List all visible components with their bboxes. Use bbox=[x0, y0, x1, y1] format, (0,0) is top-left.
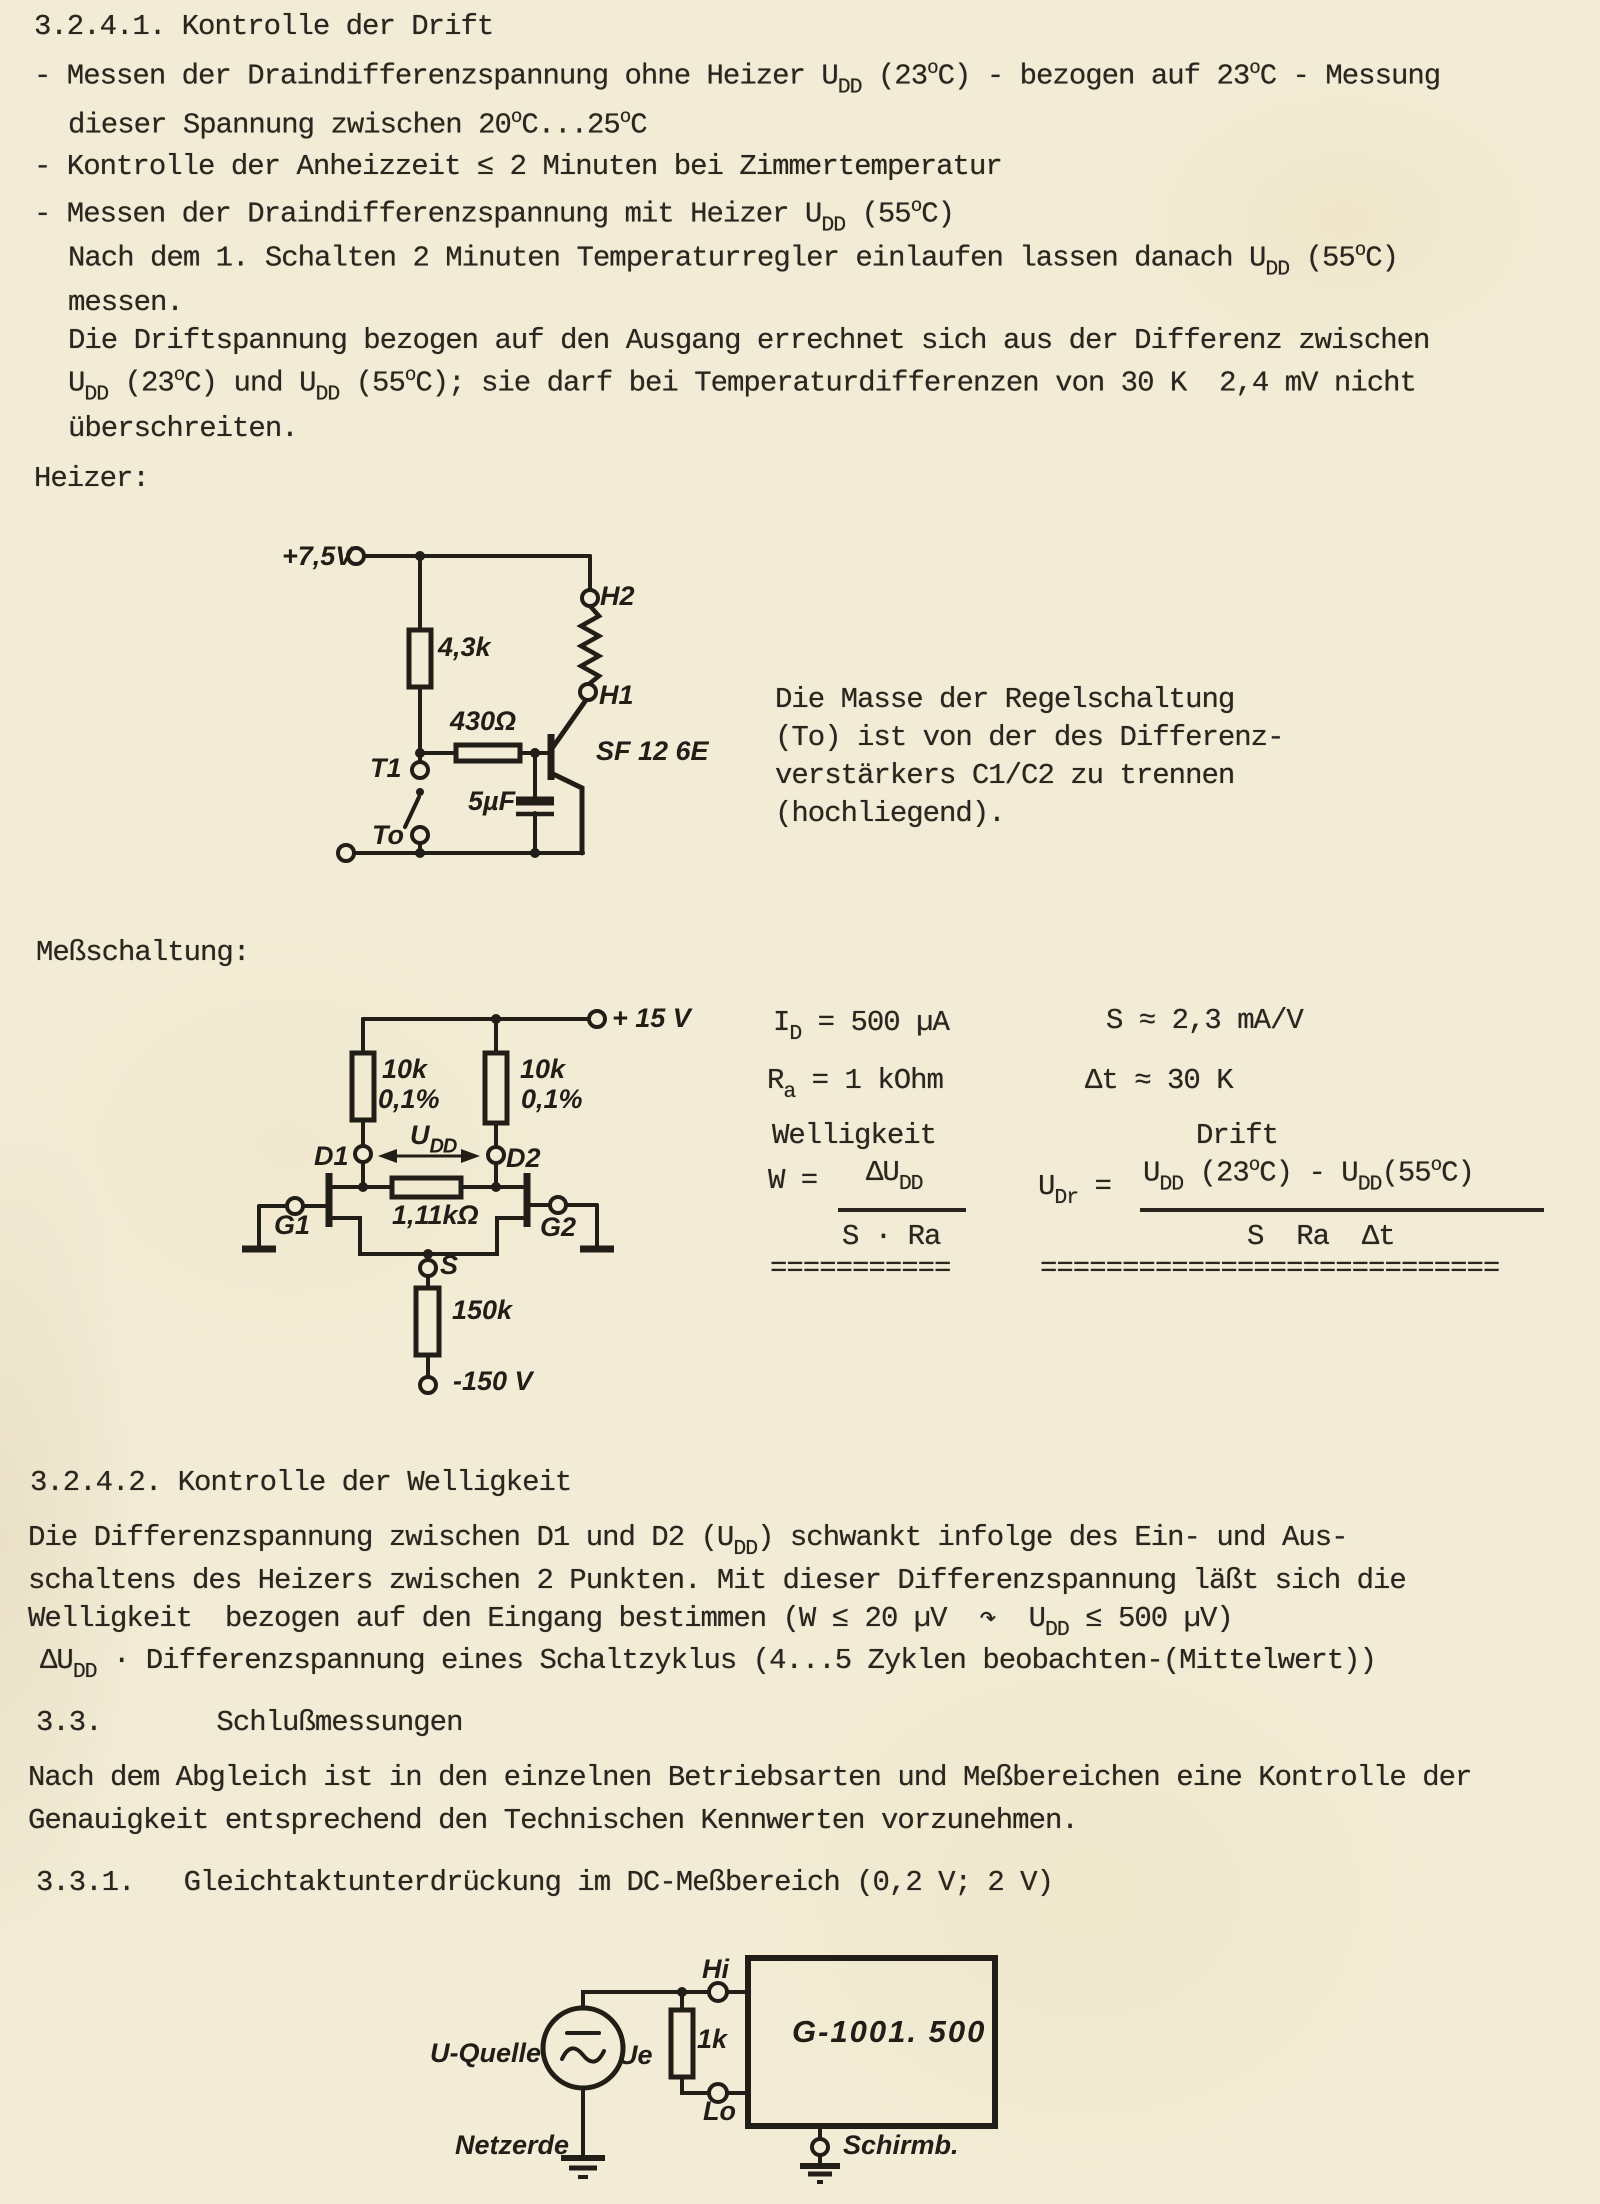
switch-pivot-dot bbox=[416, 788, 424, 796]
netzerde-label: Netzerde bbox=[455, 2130, 570, 2160]
body-line: Welligkeit bezogen auf den Eingang bestimmen (W ≤ 20 µV ↷ $U_{DD} \le 500$ µV) bbox=[28, 1602, 1233, 1642]
junction-dot bbox=[491, 1014, 501, 1024]
heading-3-2-4-2: 3.2.4.2. Kontrolle der Welligkeit bbox=[30, 1466, 572, 1499]
shunt-value: 1k bbox=[697, 2024, 728, 2054]
drift-eq-numerator: $U_{DD}$ $(23^oC) - U_{DD}(55^oC)$ bbox=[1143, 1154, 1474, 1197]
source-voltage-label: Ue bbox=[618, 2040, 653, 2070]
welligkeit-eq-underline: =========== bbox=[770, 1252, 951, 1285]
hi-terminal-label: Hi bbox=[702, 1954, 729, 1984]
d2-terminal bbox=[488, 1147, 504, 1163]
ac-source-symbol bbox=[543, 2008, 623, 2088]
mess-g2-label: G2 bbox=[540, 1212, 577, 1242]
resistor-10k-left bbox=[352, 1053, 374, 1120]
switch-blade bbox=[405, 797, 419, 827]
source-sine-glyph bbox=[562, 2048, 604, 2061]
mess-r2-value: 10k bbox=[520, 1054, 566, 1084]
body-line: Nach dem Abgleich ist in den einzelnen Betriebsarten und Meßbereichen eine Kontrolle der bbox=[28, 1761, 1472, 1794]
mess-neg-supply-label: -150 V bbox=[453, 1366, 533, 1396]
welligkeit-eq-lhs: W = bbox=[768, 1164, 818, 1197]
body-line: $U_{DD}$ (23$^o$C) und $U_{DD}$ (55$^o$C); sie darf bei Temperaturdifferenzen von 30 K 2,4 mV nicht bbox=[68, 364, 1416, 407]
body-line: - Messen der Draindifferenzspannung mit Heizer $U_{DD}$ (55$^o$C) bbox=[34, 195, 955, 238]
heizer-cap-value: 5µF bbox=[468, 786, 516, 816]
junction-dot bbox=[530, 748, 540, 758]
welligkeit-eq-numerator: $\Delta U_{DD}$ bbox=[866, 1156, 923, 1196]
heizer-h2-label: H2 bbox=[600, 581, 635, 611]
body-line: dieser Spannung zwischen 20$^o$C...25$^o$C bbox=[68, 106, 647, 142]
mess-r2-tolerance: 0,1% bbox=[521, 1084, 583, 1114]
resistor-1k11 bbox=[392, 1178, 461, 1197]
heading-3-3-1: 3.3.1. Gleichtaktunterdrückung im DC-Meßbereich (0,2 V; 2 V) bbox=[36, 1866, 1053, 1899]
body-line: schaltens des Heizers zwischen 2 Punkten. Mit dieser Differenzspannung läßt sich die bbox=[28, 1564, 1406, 1597]
heater-element bbox=[581, 606, 599, 684]
heizer-t1-label: T1 bbox=[370, 753, 402, 783]
masse-note-line: verstärkers C1/C2 zu trennen bbox=[775, 759, 1235, 792]
heizer-supply-label: +7,5V bbox=[282, 541, 354, 571]
plus15v-terminal bbox=[589, 1011, 605, 1027]
welligkeit-title: Welligkeit bbox=[772, 1119, 937, 1152]
junction-dot bbox=[677, 1987, 687, 1997]
drift-eq-lhs: $U_{Dr}$ = bbox=[1038, 1170, 1111, 1210]
body-line: Nach dem 1. Schalten 2 Minuten Temperaturregler einlaufen lassen danach $U_{DD}$ (55$^o$C) bbox=[68, 239, 1399, 282]
masse-note-line: Die Masse der Regelschaltung bbox=[775, 683, 1235, 716]
mess-s-label: S bbox=[440, 1250, 459, 1280]
mess-g1-label: G1 bbox=[274, 1210, 311, 1240]
body-line: - Kontrolle der Anheizzeit ≤ 2 Minuten bei Zimmertemperatur bbox=[34, 150, 1002, 183]
masse-note-line: (To) ist von der des Differenz- bbox=[775, 721, 1284, 754]
udd-arrowhead-left bbox=[378, 1149, 397, 1163]
heizer-r1-value: 4,3k bbox=[438, 632, 491, 662]
body-line: überschreiten. bbox=[68, 412, 298, 445]
test-wires bbox=[583, 1992, 820, 2164]
device-model: G-1001. 500 bbox=[792, 2014, 987, 2049]
source-label: U-Quelle bbox=[430, 2038, 542, 2068]
mess-supply-label: + 15 V bbox=[612, 1003, 691, 1033]
heizer-h1-label: H1 bbox=[599, 680, 634, 710]
s-terminal bbox=[420, 1260, 436, 1276]
messschaltung-section-label: Meßschaltung: bbox=[36, 936, 250, 969]
formula-dt: Δt ≈ 30 K bbox=[1085, 1064, 1233, 1097]
mess-r4-value: 150k bbox=[452, 1295, 513, 1325]
resistor-430 bbox=[456, 745, 520, 761]
junction-dot bbox=[358, 1182, 368, 1192]
welligkeit-fraction-bar bbox=[838, 1208, 966, 1212]
junction-dot bbox=[415, 551, 425, 561]
resistor-150k bbox=[416, 1288, 439, 1355]
heizer-circuit-diagram bbox=[230, 520, 790, 880]
heading-3-2-4-1: 3.2.4.1. Kontrolle der Drift bbox=[34, 10, 494, 43]
drift-eq-underline: ============================ bbox=[1040, 1252, 1500, 1285]
junction-dot bbox=[423, 1249, 433, 1259]
resistor-4k3 bbox=[409, 630, 431, 687]
lo-terminal-label: Lo bbox=[703, 2096, 736, 2126]
h1-terminal bbox=[580, 684, 596, 700]
resistor-1k bbox=[671, 2010, 693, 2077]
schirmb-label: Schirmb. bbox=[843, 2130, 959, 2160]
drift-title: Drift bbox=[1196, 1119, 1279, 1152]
junction-dot bbox=[530, 848, 540, 858]
udd-arrowhead-right bbox=[461, 1149, 480, 1163]
junction-dot bbox=[491, 1182, 501, 1192]
body-line: Die Driftspannung bezogen auf den Ausgang errechnet sich aus der Differenz zwischen bbox=[68, 324, 1430, 357]
emitter-wire bbox=[551, 773, 582, 853]
heizer-r2-value: 430Ω bbox=[450, 706, 517, 736]
formula-ra: $R_a = 1$ kOhm bbox=[767, 1064, 943, 1104]
drift-fraction-bar bbox=[1140, 1208, 1544, 1212]
mess-r3-value: 1,11kΩ bbox=[392, 1200, 479, 1230]
junction-dot bbox=[415, 748, 425, 758]
welligkeit-eq-denominator: S · Ra bbox=[842, 1220, 941, 1253]
masse-note-line: (hochliegend). bbox=[775, 797, 1005, 830]
resistor-10k-right bbox=[485, 1053, 507, 1123]
t1-terminal bbox=[412, 762, 428, 778]
junction-dot bbox=[415, 848, 425, 858]
heizer-to-label: To bbox=[372, 820, 404, 850]
drift-eq-denominator: S Ra Δt bbox=[1247, 1220, 1395, 1253]
mess-d1-label: D1 bbox=[314, 1141, 349, 1171]
shield-terminal bbox=[812, 2139, 828, 2155]
minus150v-terminal bbox=[420, 1377, 436, 1393]
to-terminal bbox=[412, 827, 428, 843]
h2-terminal bbox=[582, 590, 598, 606]
body-line: - Messen der Draindifferenzspannung ohne Heizer $U_{DD}$ (23$^o$C) - bezogen auf 23$^o$C - Messung bbox=[34, 57, 1441, 100]
heizer-section-label: Heizer: bbox=[34, 462, 149, 495]
heizer-transistor-type: SF 12 6E bbox=[596, 736, 709, 766]
collector-wire bbox=[553, 700, 586, 747]
mess-d2-label: D2 bbox=[506, 1143, 541, 1173]
body-line: Die Differenzspannung zwischen D1 und D2 $(U_{DD})$ schwankt infolge des Ein- und Aus- bbox=[28, 1521, 1348, 1561]
ground-terminal bbox=[338, 845, 354, 861]
formula-steilheit: S ≈ 2,3 mA/V bbox=[1106, 1004, 1303, 1037]
formula-id: $I_D = 500$ µA bbox=[773, 1006, 949, 1046]
hi-terminal bbox=[709, 1983, 727, 2001]
body-line: messen. bbox=[68, 286, 183, 319]
heading-3-3: 3.3. Schlußmessungen bbox=[36, 1706, 463, 1739]
body-line: $\Delta U_{DD}$ · Differenzspannung eines Schaltzyklus (4...5 Zyklen beobachten-(Mittelwert)) bbox=[40, 1644, 1376, 1684]
g2-terminal bbox=[550, 1197, 566, 1213]
d1-terminal bbox=[355, 1146, 371, 1162]
mess-r1-tolerance: 0,1% bbox=[378, 1084, 440, 1114]
mess-r1-value: 10k bbox=[382, 1054, 428, 1084]
mess-udd-label: $U_{DD}$ bbox=[410, 1120, 457, 1158]
body-line: Genauigkeit entsprechend den Technischen Kennwerten vorzunehmen. bbox=[28, 1804, 1078, 1837]
hi-wire bbox=[583, 1992, 709, 2008]
